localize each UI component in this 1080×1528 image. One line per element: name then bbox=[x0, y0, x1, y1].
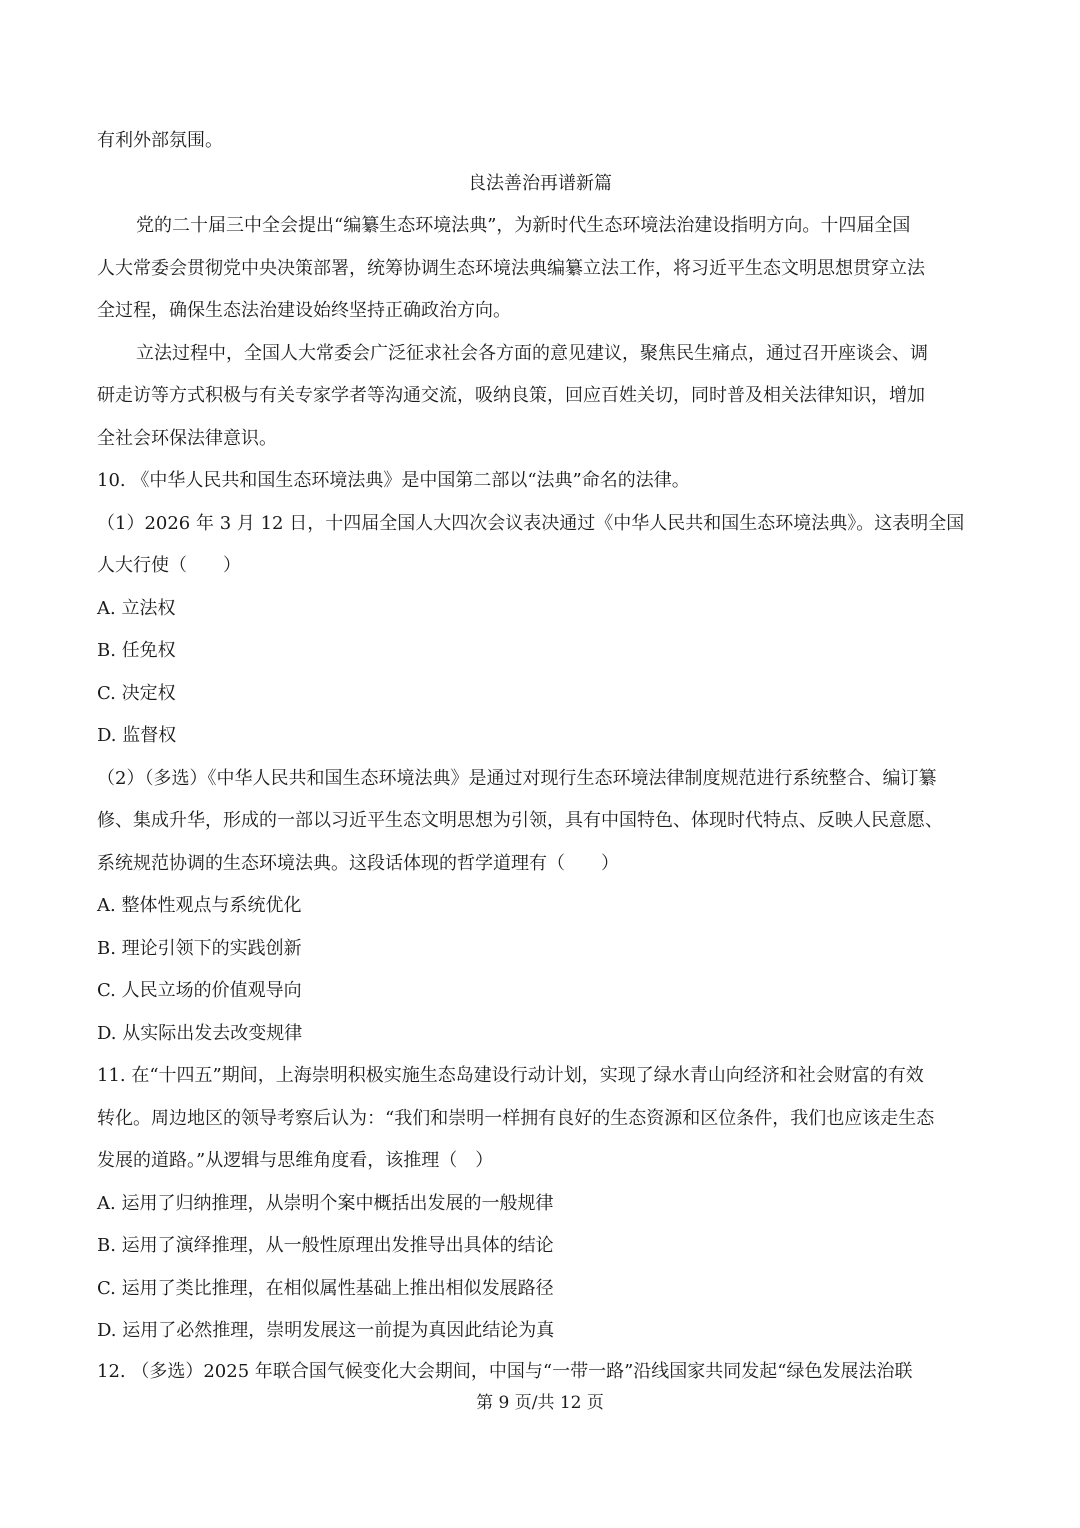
paragraph-line: 人大常委会贯彻党中央决策部署，统筹协调生态环境法典编纂立法工作，将习近平生态文明思想贯穿立法 bbox=[97, 258, 925, 279]
option-line: D. 从实际出发去改变规律 bbox=[97, 1023, 303, 1044]
paragraph-line: 研走访等方式积极与有关专家学者等沟通交流，吸纳良策，回应百姓关切，同时普及相关法律知识，增加 bbox=[97, 385, 925, 406]
question-line: （1）2026 年 3 月 12 日，十四届全国人大四次会议表决通过《中华人民共和国生态环境法典》。这表明全国 bbox=[97, 513, 965, 534]
question-line: 10. 《中华人民共和国生态环境法典》是中国第二部以“法典”命名的法律。 bbox=[97, 470, 690, 491]
option-line: D. 运用了必然推理，崇明发展这一前提为真因此结论为真 bbox=[97, 1320, 555, 1341]
question-line: 12. （多选）2025 年联合国气候变化大会期间，中国与“一带一路”沿线国家共同发起“绿色发展法治联 bbox=[97, 1361, 913, 1382]
question-line: 转化。周边地区的领导考察后认为：“我们和崇明一样拥有良好的生态资源和区位条件，我们也应该走生态 bbox=[97, 1108, 935, 1129]
question-line: 11. 在“十四五”期间，上海崇明积极实施生态岛建设行动计划，实现了绿水青山向经济和社会财富的有效 bbox=[97, 1065, 924, 1086]
paragraph-line: 全社会环保法律意识。 bbox=[97, 428, 277, 449]
question-line: 发展的道路。”从逻辑与思维角度看，该推理（ ） bbox=[97, 1150, 494, 1171]
question-line: （2）（多选）《中华人民共和国生态环境法典》是通过对现行生态环境法律制度规范进行系统整合、编订纂 bbox=[97, 768, 937, 789]
text-line: 有利外部氛围。 bbox=[97, 130, 223, 151]
option-line: C. 人民立场的价值观导向 bbox=[97, 980, 302, 1001]
question-line: 系统规范协调的生态环境法典。这段话体现的哲学道理有（ ） bbox=[97, 853, 619, 874]
option-line: A. 立法权 bbox=[97, 598, 176, 619]
option-line: B. 理论引领下的实践创新 bbox=[97, 938, 302, 959]
paragraph-line: 立法过程中，全国人大常委会广泛征求社会各方面的意见建议，聚焦民生痛点，通过召开座谈会、调 bbox=[136, 343, 928, 364]
paragraph-line: 党的二十届三中全会提出“编纂生态环境法典”，为新时代生态环境法治建设指明方向。十四届全国 bbox=[136, 215, 911, 236]
option-line: B. 任免权 bbox=[97, 640, 176, 661]
section-heading: 良法善治再谱新篇 bbox=[468, 173, 612, 194]
paragraph-line: 全过程，确保生态法治建设始终坚持正确政治方向。 bbox=[97, 300, 511, 321]
option-line: C. 运用了类比推理，在相似属性基础上推出相似发展路径 bbox=[97, 1278, 554, 1299]
page-number: 第 9 页/共 12 页 bbox=[476, 1393, 604, 1413]
option-line: D. 监督权 bbox=[97, 725, 177, 746]
option-line: A. 运用了归纳推理，从崇明个案中概括出发展的一般规律 bbox=[97, 1193, 554, 1214]
question-line: 人大行使（ ） bbox=[97, 555, 241, 576]
option-line: C. 决定权 bbox=[97, 683, 176, 704]
question-line: 修、集成升华，形成的一部以习近平生态文明思想为引领，具有中国特色、体现时代特点、反映人民意愿、 bbox=[97, 810, 943, 831]
option-line: A. 整体性观点与系统优化 bbox=[97, 895, 302, 916]
option-line: B. 运用了演绎推理，从一般性原理出发推导出具体的结论 bbox=[97, 1235, 554, 1256]
